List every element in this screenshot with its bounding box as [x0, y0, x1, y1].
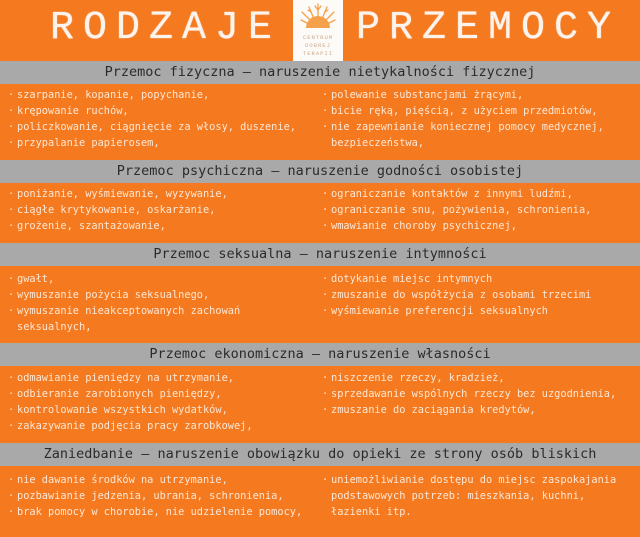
list-item: podstawowych potrzeb: mieszkania, kuchni,	[331, 490, 586, 502]
list-item: · nie dawanie środków na utrzymanie,	[8, 472, 302, 488]
list-item: · sprzedawanie wspólnych rzeczy bez uzgodnienia,	[322, 386, 616, 402]
list-item: · uniemożliwianie dostępu do miejsc zaspokajania	[322, 472, 616, 488]
section-economic-left	[8, 370, 253, 434]
list-item: · poniżanie, wyśmiewanie, wyzywanie,	[8, 186, 228, 202]
title-left: RODZAJE	[50, 6, 282, 51]
list-item: · szarpanie, kopanie, popychanie,	[8, 87, 296, 103]
list-item: · odmawianie pieniędzy na utrzymanie,	[8, 370, 253, 386]
list-item: · pozbawianie jedzenia, ubrania, schronienia,	[8, 488, 302, 504]
list-item: · kontrolowanie wszystkich wydatków,	[8, 402, 253, 418]
section-physical-left	[8, 87, 296, 151]
logo-line-3: TERAPII	[302, 50, 334, 57]
list-item: seksualnych,	[17, 321, 92, 333]
list-item: · policzkowanie, ciągnięcie za włosy, duszenie,	[8, 119, 296, 135]
list-item: · wymuszanie nieakceptowanych zachowań	[8, 303, 240, 319]
section-neglect-right	[322, 472, 616, 520]
list-item: · gwałt,	[8, 271, 240, 287]
section-sexual-right	[322, 271, 591, 319]
list-item: · polewanie substancjami żrącymi,	[322, 87, 604, 103]
section-heading-neglect: Zaniedbanie – naruszenie obowiązku do opieki ze strony osób bliskich	[0, 443, 640, 466]
section-psychological-right	[322, 186, 591, 234]
list-item: · wymuszanie pożycia seksualnego,	[8, 287, 240, 303]
section-heading-economic: Przemoc ekonomiczna – naruszenie własności	[0, 343, 640, 366]
section-neglect-left	[8, 472, 302, 520]
logo	[293, 0, 343, 61]
list-item: · ograniczanie snu, pożywienia, schronienia,	[322, 202, 591, 218]
list-item: · ciągłe krytykowanie, oskarżanie,	[8, 202, 228, 218]
list-item: · zakazywanie podjęcia pracy zarobkowej,	[8, 418, 253, 434]
logo-line-2: DOBREJ	[305, 42, 331, 49]
header	[0, 0, 640, 61]
section-heading-psychological: Przemoc psychiczna – naruszenie godności osobistej	[0, 160, 640, 183]
list-item: · odbieranie zarobionych pieniędzy,	[8, 386, 253, 402]
section-heading-physical: Przemoc fizyczna – naruszenie nietykalności fizycznej	[0, 61, 640, 84]
section-sexual-left	[8, 271, 240, 335]
list-item: · zmuszanie do współżycia z osobami trzecimi	[322, 287, 591, 303]
section-physical-right	[322, 87, 604, 151]
section-psychological-left	[8, 186, 228, 234]
sun-tree-icon	[299, 2, 337, 32]
list-item: · wmawianie choroby psychicznej,	[322, 218, 591, 234]
list-item: · grożenie, szantażowanie,	[8, 218, 228, 234]
section-economic-right	[322, 370, 616, 418]
list-item: łazienki itp.	[331, 506, 412, 518]
list-item: · ograniczanie kontaktów z innymi ludźmi,	[322, 186, 591, 202]
list-item: · przypalanie papierosem,	[8, 135, 296, 151]
list-item: · bicie ręką, pięścią, z użyciem przedmiotów,	[322, 103, 604, 119]
list-item: bezpieczeństwa,	[331, 137, 424, 149]
list-item: · zmuszanie do zaciągania kredytów,	[322, 402, 616, 418]
list-item: · dotykanie miejsc intymnych	[322, 271, 591, 287]
list-item: · wyśmiewanie preferencji seksualnych	[322, 303, 591, 319]
section-heading-sexual: Przemoc seksualna – naruszenie intymności	[0, 243, 640, 266]
list-item: · niszczenie rzeczy, kradzież,	[322, 370, 616, 386]
list-item: · nie zapewnianie koniecznej pomocy medycznej,	[322, 119, 604, 135]
logo-line-1: CENTRUM	[302, 34, 334, 41]
title-right: PRZEMOCY	[356, 6, 621, 51]
list-item: · krępowanie ruchów,	[8, 103, 296, 119]
list-item: · brak pomocy w chorobie, nie udzielenie pomocy,	[8, 504, 302, 520]
